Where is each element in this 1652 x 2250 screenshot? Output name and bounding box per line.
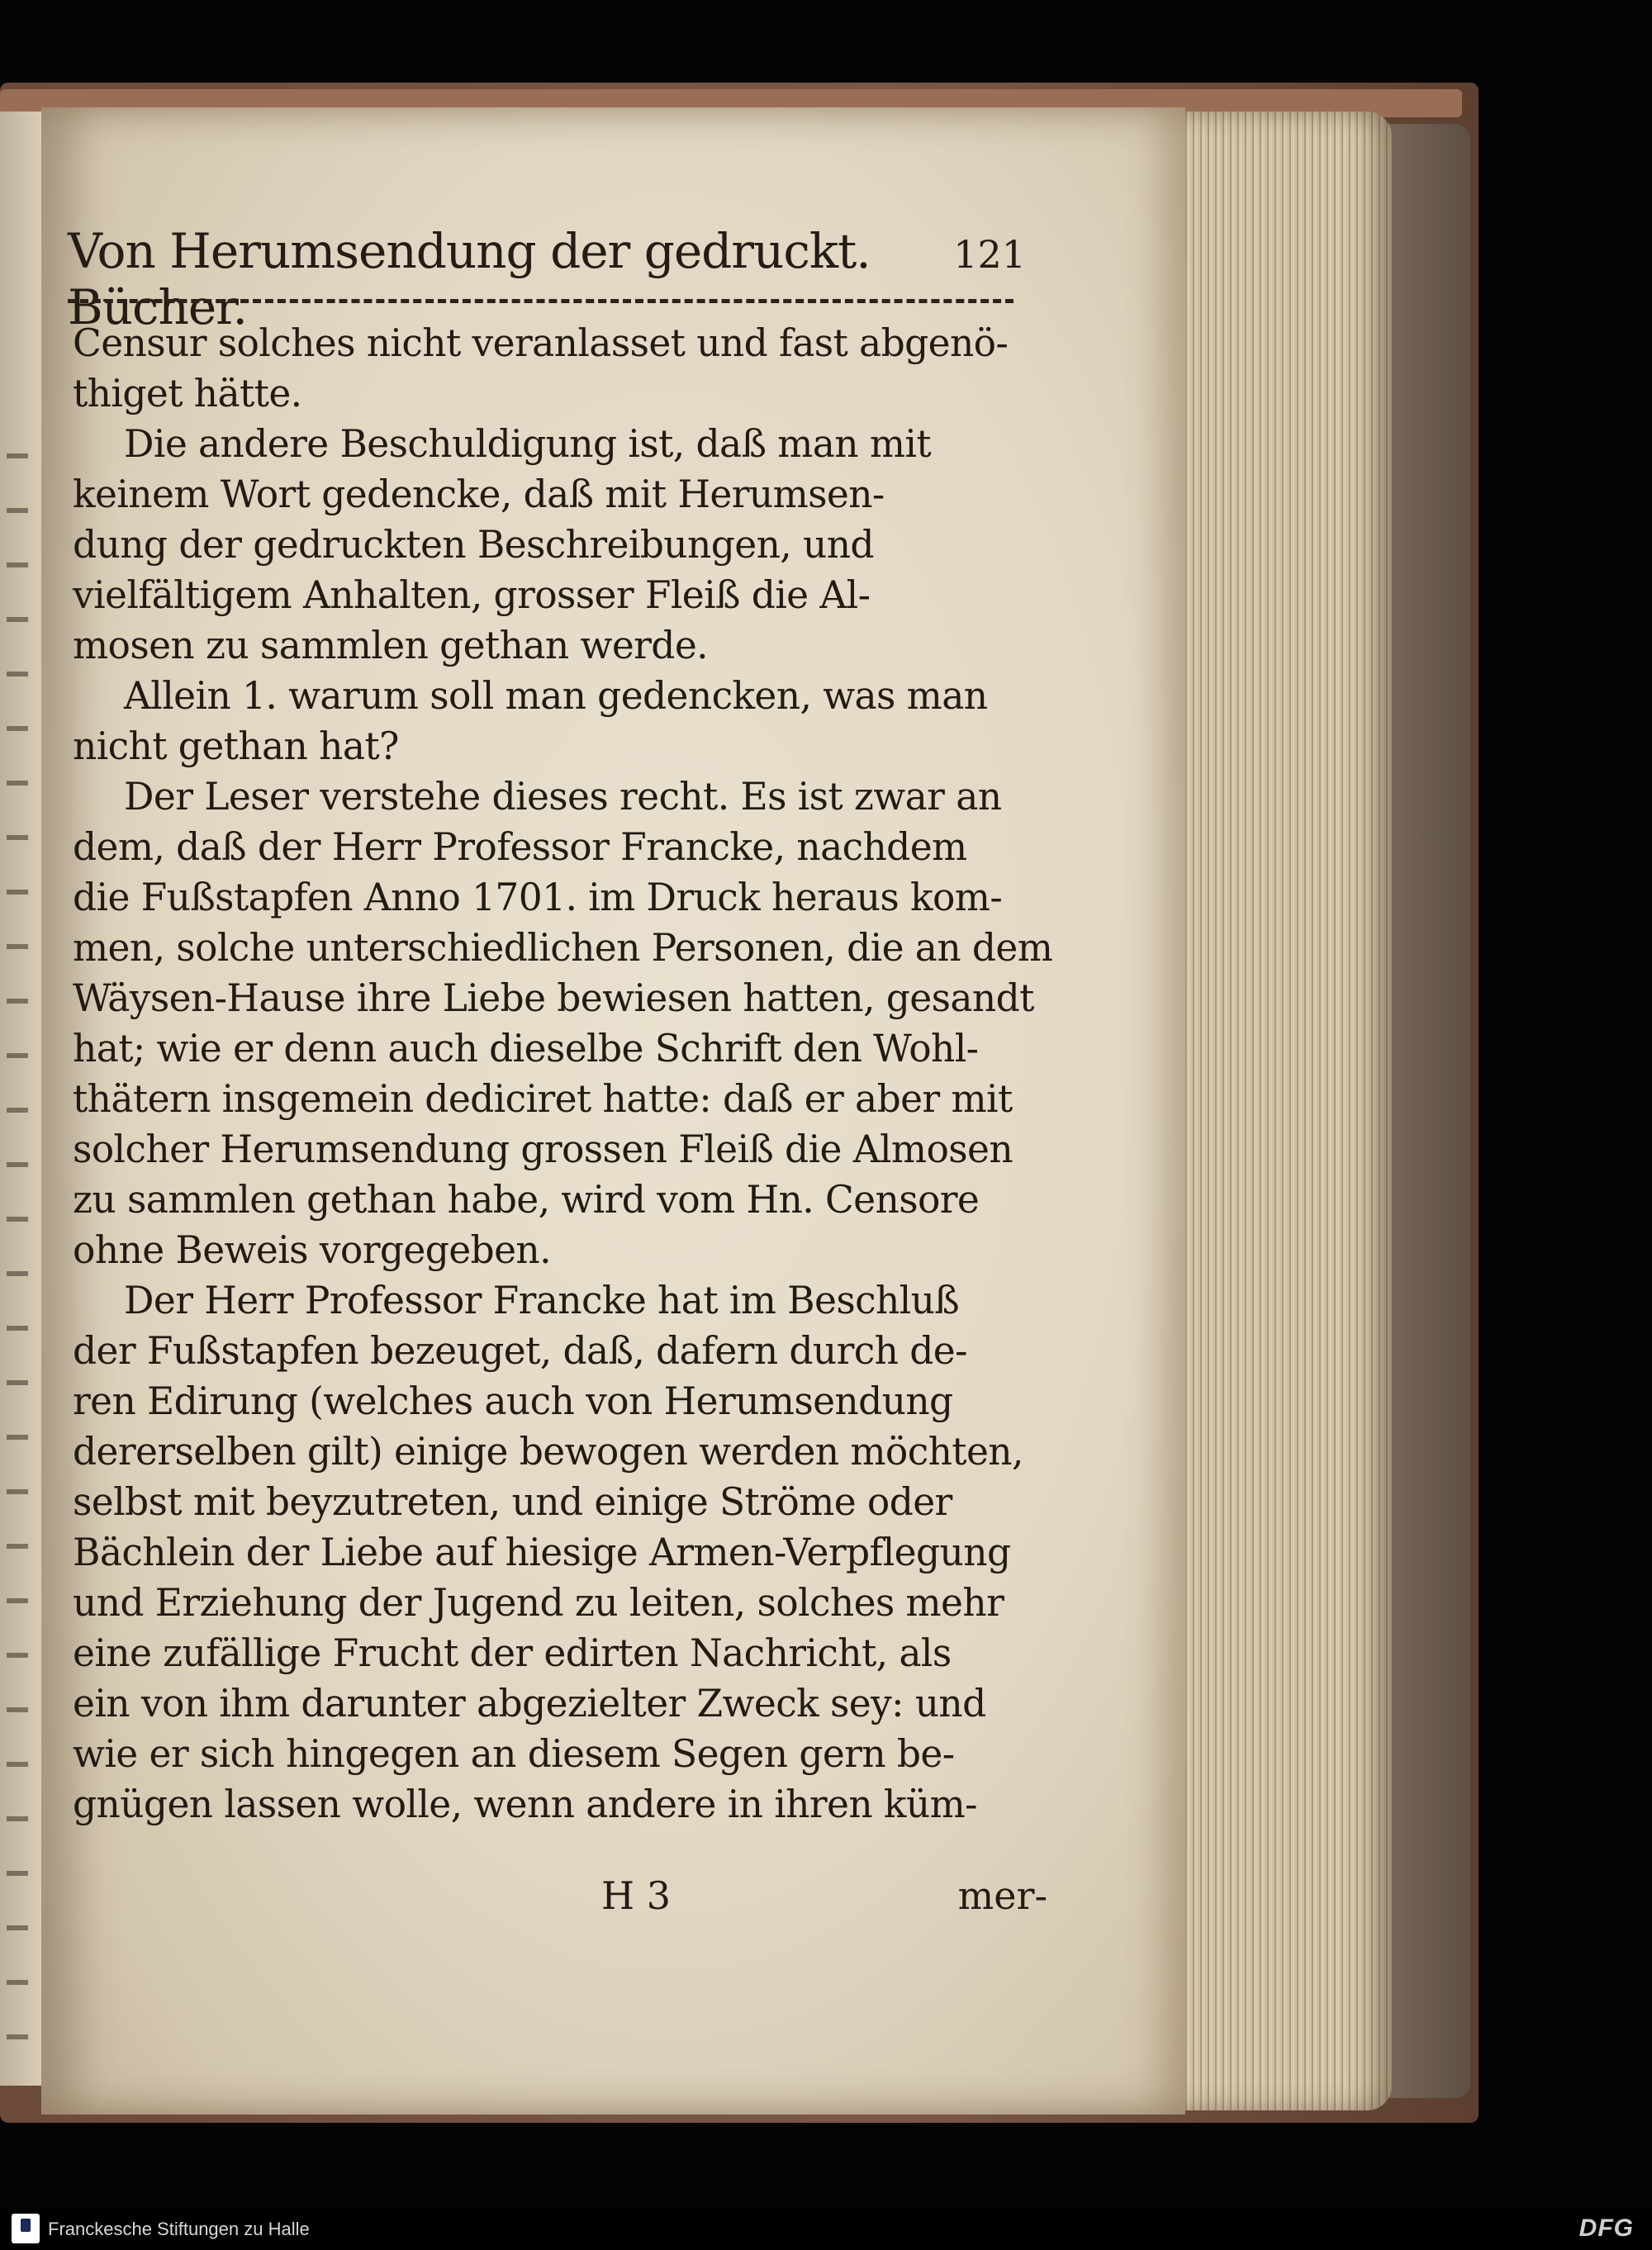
text-line: die Fußstapfen Anno 1701. im Druck heraus kom- bbox=[73, 876, 1003, 919]
text-line: Allein 1. warum soll man gedencken, was man bbox=[124, 674, 988, 718]
text-line: dererselben gilt) einige bewogen werden möchten, bbox=[73, 1430, 1023, 1474]
text-line: und Erziehung der Jugend zu leiten, solches mehr bbox=[73, 1581, 1004, 1625]
institution-name: Franckesche Stiftungen zu Halle bbox=[48, 2219, 310, 2239]
dfg-logo: DFG bbox=[1578, 2214, 1634, 2242]
text-line: ohne Beweis vorgegeben. bbox=[73, 1228, 551, 1272]
text-line: Der Herr Professor Francke hat im Beschluß bbox=[124, 1279, 960, 1322]
page-number: 121 bbox=[953, 232, 1026, 277]
institution-logo-icon bbox=[12, 2214, 40, 2243]
text-line: Bächlein der Liebe auf hiesige Armen-Verpflegung bbox=[73, 1531, 1011, 1574]
text-line: ein von ihm darunter abgezielter Zweck sey: und bbox=[73, 1682, 986, 1725]
page-foot bbox=[73, 1873, 1047, 1923]
page-block-fore-edge bbox=[1161, 112, 1392, 2110]
text-line: Censur solches nicht veranlasset und fast abgenö- bbox=[73, 321, 1009, 365]
text-line: zu sammlen gethan habe, wird vom Hn. Censore bbox=[73, 1178, 980, 1222]
text-line: dem, daß der Herr Professor Francke, nachdem bbox=[73, 825, 967, 869]
text-line: dung der gedruckten Beschreibungen, und bbox=[73, 523, 874, 567]
running-head: Von Herumsendung der gedruckt. Bücher. bbox=[68, 223, 871, 335]
text-line: thiget hätte. bbox=[73, 372, 302, 415]
signature-mark: H 3 bbox=[601, 1873, 672, 1918]
text-line: eine zufällige Frucht der edirten Nachricht, als bbox=[73, 1631, 952, 1675]
text-line: thätern insgemein dediciret hatte: daß er aber mit bbox=[73, 1077, 1013, 1121]
text-line: nicht gethan hat? bbox=[73, 724, 399, 768]
text-line: gnügen lassen wolle, wenn andere in ihren küm- bbox=[73, 1782, 977, 1826]
text-line: ren Edirung (welches auch von Herumsendung bbox=[73, 1379, 953, 1423]
text-line: hat; wie er denn auch dieselbe Schrift den Wohl- bbox=[73, 1027, 979, 1070]
text-line: selbst mit beyzutreten, und einige Ströme oder bbox=[73, 1480, 952, 1524]
viewer-footer-bar bbox=[0, 2207, 1652, 2250]
left-page-edge bbox=[0, 112, 43, 2086]
left-page-text-fragments bbox=[7, 409, 28, 2061]
header-rule bbox=[68, 299, 1014, 303]
text-line: Die andere Beschuldigung ist, daß man mit bbox=[124, 422, 932, 466]
text-line: wie er sich hingegen an diesem Segen gern be- bbox=[73, 1732, 955, 1776]
text-line: Der Leser verstehe dieses recht. Es ist zwar an bbox=[124, 775, 1002, 819]
text-line: solcher Herumsendung grossen Fleiß die Almosen bbox=[73, 1127, 1014, 1171]
text-line: der Fußstapfen bezeuget, daß, dafern durch de- bbox=[73, 1329, 967, 1373]
page-body bbox=[73, 318, 1053, 1830]
catchword: mer- bbox=[957, 1873, 1047, 1918]
text-line: vielfältigem Anhalten, grosser Fleiß die Al- bbox=[73, 573, 871, 617]
text-line: men, solche unterschiedlichen Personen, die an dem bbox=[73, 926, 1053, 970]
text-line: mosen zu sammlen gethan werde. bbox=[73, 624, 709, 667]
text-line: keinem Wort gedencke, daß mit Herumsen- bbox=[73, 472, 885, 516]
text-line: Wäysen-Hause ihre Liebe bewiesen hatten, gesandt bbox=[73, 976, 1034, 1020]
